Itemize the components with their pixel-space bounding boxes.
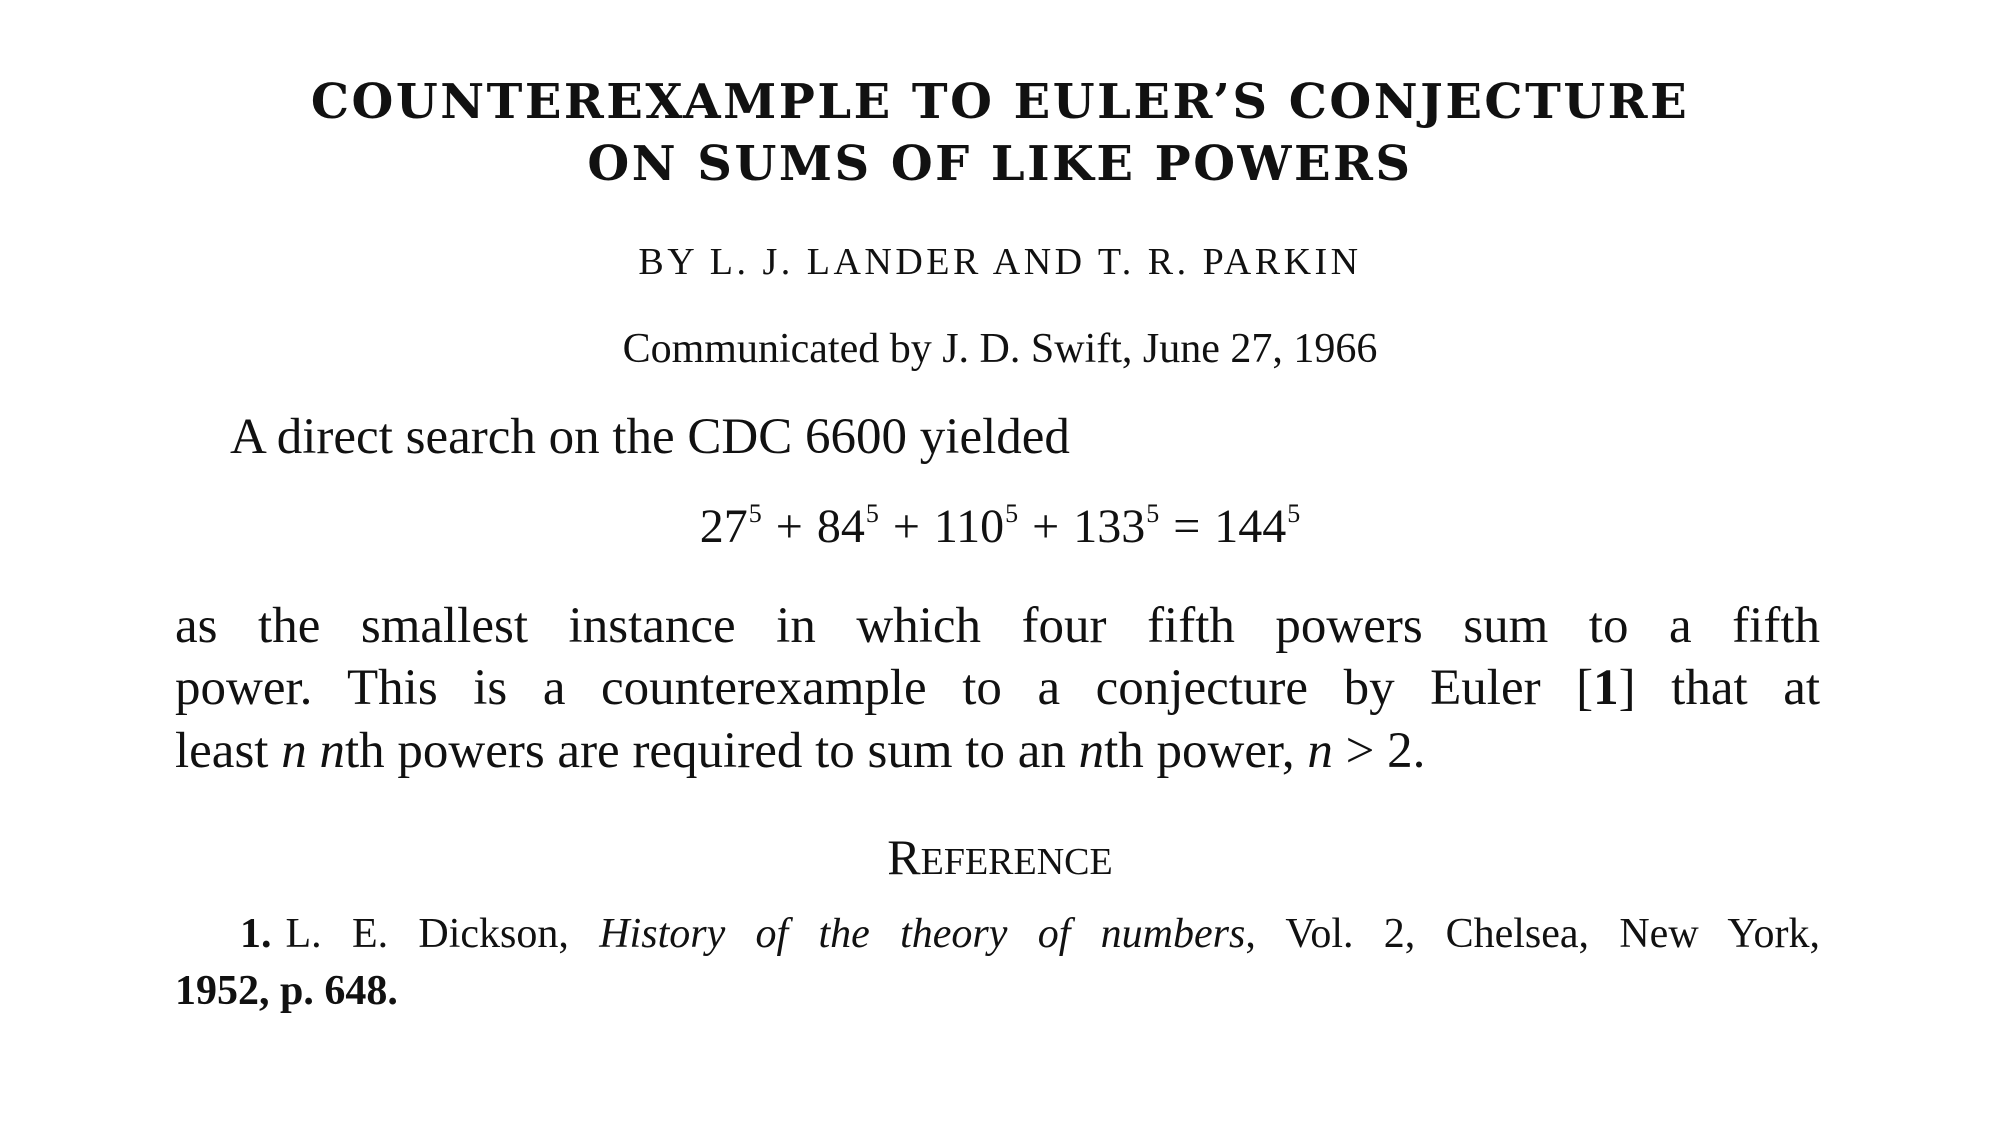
term-exponent: 5 [1146, 499, 1160, 528]
body-text: th power, [1104, 723, 1308, 779]
reference-entry-line-1 [175, 913, 1820, 955]
body-text: power. This is a counterexample to a conjecture by Euler [ [175, 660, 1594, 716]
communicated-line: Communicated by J. D. Swift, June 27, 1966 [622, 326, 1378, 372]
citation-link[interactable]: 1 [1593, 660, 1619, 716]
result-exponent: 5 [1287, 499, 1301, 528]
author-byline: BY L. J. LANDER AND T. R. PARKIN [638, 241, 1362, 283]
equals-sign: = [1173, 500, 1201, 553]
reference-heading [0, 829, 2000, 885]
reference-book-title: History of the theory of numbers [599, 911, 1246, 957]
heading-initial: R [887, 829, 921, 885]
reference-author: L. E. Dickson, [285, 911, 600, 957]
equation-term-3 [934, 500, 1018, 553]
body-paragraph-line-1: as the smallest instance in which four fifth powers sum to a fifth [175, 598, 1820, 654]
paper-title-line-1: COUNTEREXAMPLE TO EULER’S CONJECTURE [310, 74, 1690, 130]
math-variable-n: n [281, 723, 307, 779]
term-base: 27 [699, 500, 748, 553]
reference-entry-line-2: 1952, p. 648. [175, 968, 398, 1014]
plus-sign: + [892, 500, 920, 553]
term-exponent: 5 [865, 499, 879, 528]
body-text: > 2. [1332, 723, 1426, 779]
body-paragraph-line-2 [175, 660, 1821, 716]
term-base: 84 [816, 500, 865, 553]
body-paragraph-line-3 [175, 723, 1820, 779]
math-variable-n: n [319, 723, 345, 779]
reference-details: , Vol. 2, Chelsea, New York, [1245, 911, 1821, 957]
equation-term-2 [817, 500, 879, 553]
equation [0, 499, 2000, 553]
math-variable-n: n [1078, 723, 1105, 779]
equation-term-4 [1073, 500, 1159, 553]
result-base: 144 [1214, 500, 1287, 553]
term-exponent: 5 [1005, 499, 1019, 528]
body-text: ] that at [1618, 660, 1821, 716]
lead-sentence: A direct search on the CDC 6600 yielded [230, 409, 1070, 465]
body-text [307, 723, 320, 779]
paper-title-line-2: ON SUMS OF LIKE POWERS [587, 136, 1413, 192]
term-base: 110 [933, 500, 1005, 553]
math-variable-n: n [1307, 723, 1333, 779]
plus-sign: + [775, 500, 803, 553]
equation-term-1 [700, 500, 762, 553]
term-exponent: 5 [748, 499, 762, 528]
term-base: 133 [1073, 500, 1146, 553]
heading-rest: EFERENCE [920, 841, 1113, 883]
body-text: th powers are required to sum to an [344, 723, 1079, 779]
body-text: least [175, 723, 282, 779]
plus-sign: + [1032, 500, 1060, 553]
equation-result [1214, 500, 1300, 553]
reference-number: 1. [240, 911, 272, 957]
